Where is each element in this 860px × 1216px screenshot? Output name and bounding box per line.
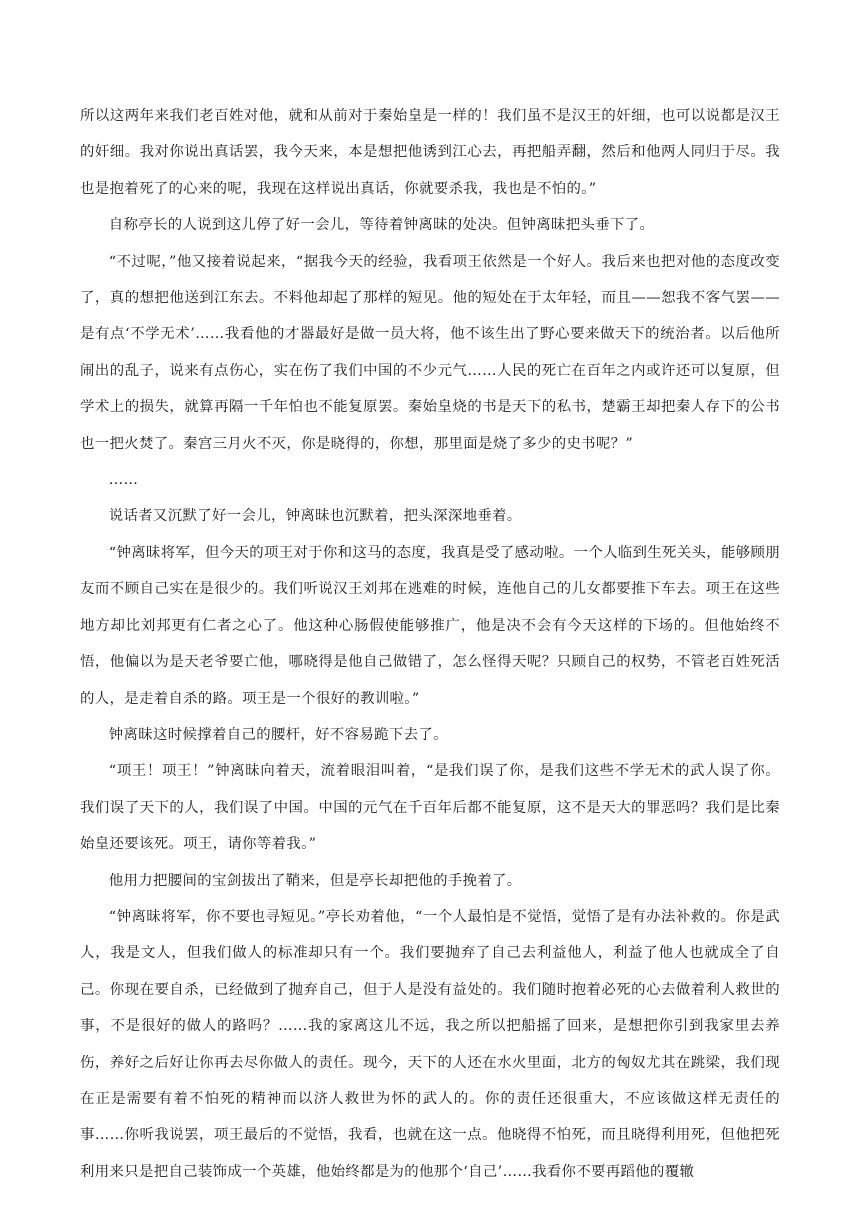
paragraph-5: 说话者又沉默了好一会儿，钟离昧也沉默着，把头深深地垂着。 xyxy=(108,508,522,525)
paragraph-10: “钟离昧将军，你不要也寻短见。”亭长劝着他，“一个人最怕是不觉悟，觉悟了是有办法补救的。你是武人，我是文人，但我们做人的标准却只有一个。我们要抛弃了自己去利益他人，利益了他人也就成全了自己。你现在要自杀，已经做到了抛弃自己，但于人是没有益处的。我们随时抱着必死的心去做着利人救世的事，不是很好的做人的路吗？……我的家离这儿不远，我之所以把船摇了回来，是想把你引到我家里去养伤，养好之后好让你再去尽你做人的责任。现今，天下的人还在水火里面，北方的匈奴尤其在跳梁，我们现在正是需要有着不怕死的精神而以济人救世为怀的武人的。你的责任还很重大，不应该做这样无责任的事……你听我说罢，项王最后的不觉悟，我看，也就在这一点。他晓得不怕死，而且晓得利用死，但他把死利用来只是把自己装饰成一个英雄，他始终都是为的他那个‘自己’……我看你不要再蹈他的覆辙 xyxy=(80,908,780,1180)
paragraph-3: “不过呢，”他又接着说起来，“据我今天的经验，我看项王依然是一个好人。我后来也把对他的态度改变了，真的想把他送到江东去。不料他却起了那样的短见。他的短处在于太年轻，而且——恕我不客气罢——是有点‘不学无术’……我看他的才器最好是做一员大将，他不该生出了野心要来做天下的统治者。以后他所闹出的乱子，说来有点伤心，实在伤了我们中国的不少元气……人民的死亡在百年之内或许还可以复原，但学术上的损失，就算再隔一千年怕也不能复原罢。秦始皇烧的书是天下的私书，楚霸王却把秦人存下的公书也一把火焚了。秦宫三月火不灭，你是晓得的，你想，那里面是烧了多少的史书呢？” xyxy=(80,253,780,452)
paragraph-6: “钟离昧将军，但今天的项王对于你和这马的态度，我真是受了感动啦。一个人临到生死关头，能够顾朋友而不顾自己实在是很少的。我们听说汉王刘邦在逃难的时候，连他自己的儿女都要推下车去。项王在这些地方却比刘邦更有仁者之心了。他这种心肠假使能够推广，他是决不会有今天这样的下场的。但他始终不悟，他偏以为是天老爷要亡他，哪晓得是他自己做错了，怎么怪得天呢？只顾自己的权势，不管老百姓死活的人，是走着自杀的路。项王是一个很好的教训啦。” xyxy=(80,544,780,707)
paragraph-2: 自称亭长的人说到这儿停了好一会儿，等待着钟离昧的处决。但钟离昧把头垂下了。 xyxy=(108,217,655,234)
paragraph-8: “项王！项王！”钟离昧向着天，流着眼泪叫着，“是我们误了你，是我们这些不学无术的武人误了你。我们误了天下的人，我们误了中国。中国的元气在千百年后都不能复原，这不是天大的罪恶吗？我们是比秦始皇还要该死。项王，请你等着我。” xyxy=(80,763,780,853)
ellipsis-line: …… xyxy=(108,472,139,489)
document-body xyxy=(80,98,780,1190)
paragraph-1: 所以这两年来我们老百姓对他，就和从前对于秦始皇是一样的！我们虽不是汉王的奸细，也可以说都是汉王的奸细。我对你说出真话罢，我今天来，本是想把他诱到江心去，再把船弄翻，然后和他两人同归于尽。我也是抱着死了的心来的呢，我现在这样说出真话，你就要杀我，我也是不怕的。” xyxy=(80,108,780,197)
paragraph-9: 他用力把腰间的宝剑拔出了鞘来，但是亭长却把他的手挽着了。 xyxy=(108,872,522,889)
paragraph-7: 钟离昧这时候撑着自己的腰杆，好不容易跪下去了。 xyxy=(108,726,448,743)
